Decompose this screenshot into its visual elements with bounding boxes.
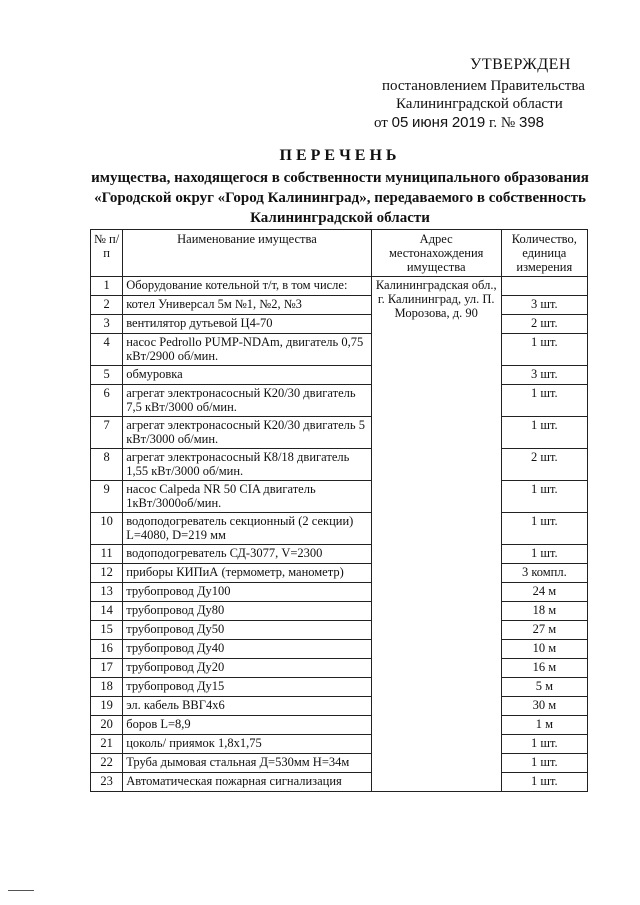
footer-rule	[8, 890, 34, 891]
row-quantity: 1 шт.	[501, 385, 587, 417]
title-heading: ПЕРЕЧЕНЬ	[279, 147, 401, 164]
header-quantity: Количество, единица измерения	[501, 230, 587, 277]
row-quantity: 1 шт.	[501, 417, 587, 449]
row-name: агрегат электронасосный К20/30 двигатель 7,5 кВт/3000 об/мин.	[123, 385, 372, 417]
row-quantity: 24 м	[501, 583, 587, 602]
table-row	[91, 697, 588, 716]
approval-title: УТВЕРЖДЕН	[470, 56, 571, 73]
row-quantity: 1 шт.	[501, 754, 587, 773]
row-quantity: 1 шт.	[501, 773, 587, 792]
row-number: 21	[91, 735, 123, 754]
row-name: обмуровка	[123, 366, 372, 385]
table-row	[91, 678, 588, 697]
table-row	[91, 640, 588, 659]
approval-month: июня	[412, 114, 449, 131]
row-number: 14	[91, 602, 123, 621]
table-header-row	[91, 230, 588, 277]
table-row	[91, 564, 588, 583]
table-body	[91, 277, 588, 792]
row-name: агрегат электронасосный К20/30 двигатель 5 кВт/3000 об/мин.	[123, 417, 372, 449]
approval-line-2: постановлением Правительства	[382, 78, 585, 94]
row-number: 6	[91, 385, 123, 417]
document-title	[60, 146, 620, 228]
row-quantity: 3 шт.	[501, 366, 587, 385]
row-name: боров L=8,9	[123, 716, 372, 735]
row-number: 18	[91, 678, 123, 697]
approval-day: 05	[391, 114, 409, 131]
row-name: насос Calpeda NR 50 CIA двигатель 1кВт/3000об/мин.	[123, 481, 372, 513]
header-name: Наименование имущества	[123, 230, 372, 277]
row-number: 12	[91, 564, 123, 583]
row-quantity: 1 шт.	[501, 334, 587, 366]
row-number: 13	[91, 583, 123, 602]
row-number: 7	[91, 417, 123, 449]
row-quantity: 3 компл.	[501, 564, 587, 583]
row-quantity: 1 м	[501, 716, 587, 735]
row-name: трубопровод Ду80	[123, 602, 372, 621]
table-row	[91, 602, 588, 621]
row-number: 1	[91, 277, 123, 296]
header-address: Адрес местонахождения имущества	[371, 230, 501, 277]
approval-suffix: г. №	[488, 115, 516, 131]
row-name: трубопровод Ду15	[123, 678, 372, 697]
row-number: 2	[91, 296, 123, 315]
header-number: № п/п	[91, 230, 123, 277]
row-quantity: 10 м	[501, 640, 587, 659]
row-name: вентилятор дутьевой Ц4-70	[123, 315, 372, 334]
row-number: 9	[91, 481, 123, 513]
row-name: трубопровод Ду20	[123, 659, 372, 678]
row-name: эл. кабель ВВГ4х6	[123, 697, 372, 716]
table-row	[91, 621, 588, 640]
row-quantity: 5 м	[501, 678, 587, 697]
row-quantity: 16 м	[501, 659, 587, 678]
row-name: трубопровод Ду40	[123, 640, 372, 659]
row-name: агрегат электронасосный К8/18 двигатель 1,55 кВт/3000 об/мин.	[123, 449, 372, 481]
approval-prefix: от	[374, 115, 388, 131]
row-quantity: 1 шт.	[501, 735, 587, 754]
row-name: приборы КИПиА (термометр, манометр)	[123, 564, 372, 583]
row-name: водоподогреватель секционный (2 секции) L=4080, D=219 мм	[123, 513, 372, 545]
row-name: Труба дымовая стальная Д=530мм Н=34м	[123, 754, 372, 773]
row-quantity: 27 м	[501, 621, 587, 640]
row-quantity: 1 шт.	[501, 513, 587, 545]
row-quantity: 2 шт.	[501, 315, 587, 334]
row-quantity: 3 шт.	[501, 296, 587, 315]
row-name: трубопровод Ду50	[123, 621, 372, 640]
row-name: Автоматическая пожарная сигнализация	[123, 773, 372, 792]
title-line-2: «Городской округ «Город Калининград», передаваемого в собственность	[94, 190, 586, 206]
table-row	[91, 296, 588, 315]
table-row	[91, 449, 588, 481]
row-number: 23	[91, 773, 123, 792]
row-name: насос Pedrollo PUMP-NDAm, двигатель 0,75 кВт/2900 об/мин.	[123, 334, 372, 366]
row-name: Оборудование котельной т/т, в том числе:	[123, 277, 372, 296]
row-quantity: 30 м	[501, 697, 587, 716]
table-row	[91, 659, 588, 678]
table-row	[91, 334, 588, 366]
row-number: 3	[91, 315, 123, 334]
row-number: 19	[91, 697, 123, 716]
table-row	[91, 773, 588, 792]
row-quantity: 1 шт.	[501, 545, 587, 564]
table-row	[91, 545, 588, 564]
property-table	[90, 229, 588, 792]
row-quantity: 1 шт.	[501, 481, 587, 513]
row-number: 11	[91, 545, 123, 564]
row-quantity	[501, 277, 587, 296]
table-row	[91, 716, 588, 735]
row-number: 17	[91, 659, 123, 678]
approval-year: 2019	[451, 114, 486, 131]
table-row	[91, 735, 588, 754]
table-row	[91, 583, 588, 602]
table-row	[91, 277, 588, 296]
table-row	[91, 754, 588, 773]
approval-line-3: Калининградской области	[396, 96, 563, 112]
row-quantity: 2 шт.	[501, 449, 587, 481]
table-row	[91, 366, 588, 385]
title-line-3: Калининградской области	[250, 210, 430, 226]
table-row	[91, 513, 588, 545]
row-number: 15	[91, 621, 123, 640]
table-row	[91, 481, 588, 513]
row-name: котел Универсал 5м №1, №2, №3	[123, 296, 372, 315]
row-number: 4	[91, 334, 123, 366]
title-line-1: имущества, находящегося в собственности муниципального образования	[91, 170, 589, 186]
table-row	[91, 315, 588, 334]
row-number: 8	[91, 449, 123, 481]
row-number: 16	[91, 640, 123, 659]
approval-date-line	[374, 113, 544, 133]
row-number: 10	[91, 513, 123, 545]
row-number: 5	[91, 366, 123, 385]
table-row	[91, 385, 588, 417]
row-number: 22	[91, 754, 123, 773]
row-name: водоподогреватель СД-3077, V=2300	[123, 545, 372, 564]
address-cell: Калининградская обл., г. Калининград, ул. П. Морозова, д. 90	[371, 277, 501, 792]
row-number: 20	[91, 716, 123, 735]
row-quantity: 18 м	[501, 602, 587, 621]
row-name: цоколь/ приямок 1,8х1,75	[123, 735, 372, 754]
row-name: трубопровод Ду100	[123, 583, 372, 602]
table-row	[91, 417, 588, 449]
approval-number: 398	[519, 114, 545, 131]
